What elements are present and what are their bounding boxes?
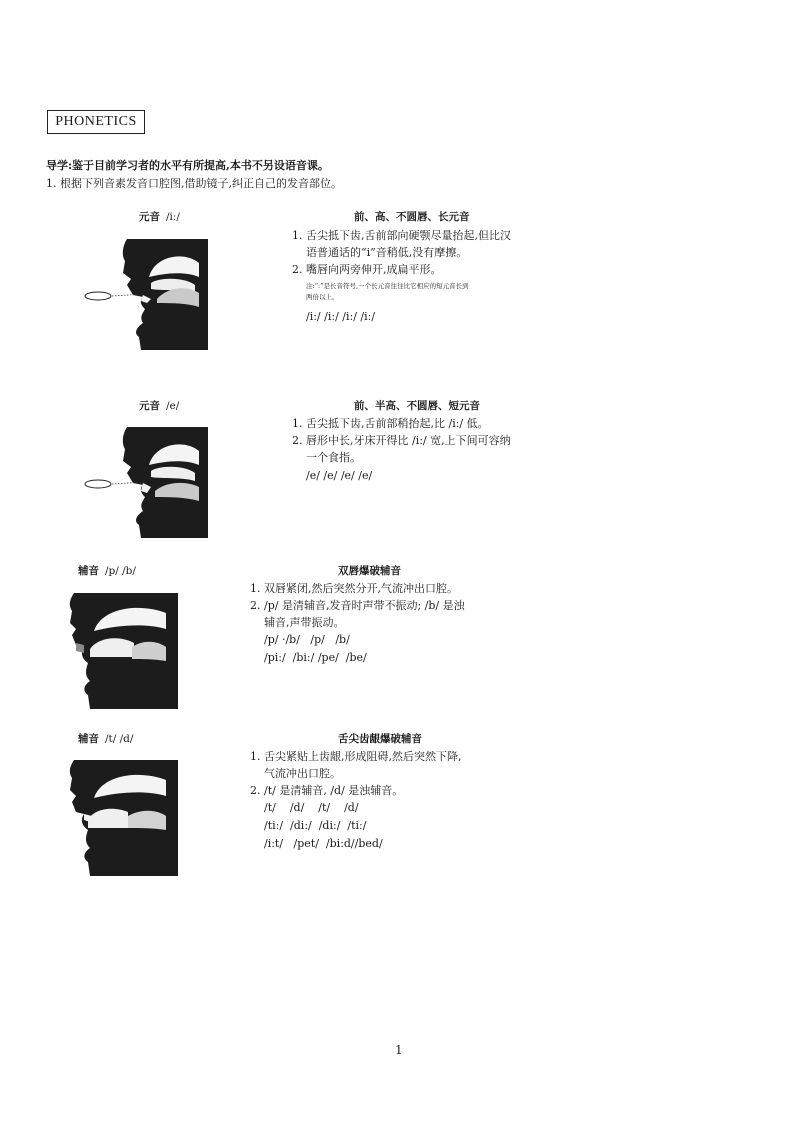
section-2-heading: 前、半高、不圆唇、短元音 [354,400,480,412]
section-1-label [139,209,180,224]
mouth-diagram-p-b [54,591,184,711]
item-text: 舌尖抵下齿,舌前部稍抬起,比 /iː/ 低。 [306,417,489,430]
section-4-symbols: /t/ /d/ [105,733,134,745]
item-text: /p/ 是清辅音,发音时声带不振动; /b/ 是浊 [264,599,465,612]
section-4-heading: 舌尖齿龈爆破辅音 [338,733,422,745]
item-number: 1. [250,582,261,595]
section-1-body [292,227,511,326]
item-number: 1. [250,750,261,763]
section-2-type: 元音 [139,400,160,412]
item-text-continued: 辅音,声带振动。 [264,616,345,629]
mouth-diagram-t-d [54,758,184,878]
item-number: 2. [250,599,261,612]
item-number: 2. [292,434,303,447]
list-item [292,432,511,449]
item-number: 2. [250,784,261,797]
section-3-body [250,580,465,667]
item-text-continued: 一个食指。 [306,451,361,464]
section-1-heading: 前、高、不圆唇、长元音 [354,211,470,223]
item-text: 舌尖紧贴上齿龈,形成阻碍,然后突然下降, [264,750,462,763]
section-3-symbols: /p/ /b/ [105,565,136,577]
list-item [250,580,465,597]
note-text-continued: 两倍以上。 [306,293,339,301]
list-item [250,597,465,614]
page-number: 1 [395,1043,403,1057]
section-4-body [250,748,462,853]
section-1-type: 元音 [139,211,160,223]
example-line: /t/ /d/ /t/ /d/ [264,801,359,814]
section-2-symbols: /e/ [166,400,180,412]
section-3-type: 辅音 [78,565,99,577]
guide-text: 导学:鉴于目前学习者的水平有所提高,本书不另设语音课。 [46,159,329,172]
section-4-type: 辅音 [78,733,99,745]
example-line: /tiː/ /diː/ /diː/ /tiː/ [264,819,367,832]
list-item [250,782,462,799]
section-3-label [78,563,136,578]
list-item [292,261,511,278]
section-2-label [139,398,179,413]
list-item [250,748,462,765]
lip-shape-icon-1 [84,288,164,304]
section-4-label [78,731,133,746]
item-text: 舌尖抵下齿,舌前部向硬颚尽量抬起,但比汉 [306,229,511,242]
section-1-symbols: /iː/ [166,211,180,223]
example-line: /p/ ·/b/ /p/ /b/ [264,633,350,646]
item-number: 2. [292,263,303,276]
example-line: /e/ /e/ /e/ /e/ [306,469,373,482]
item-text: /t/ 是清辅音, /d/ 是浊辅音。 [264,784,404,797]
list-item [292,415,511,432]
item-text-continued: 语普通话的“i”音稍低,没有摩擦。 [306,246,468,259]
section-3-heading: 双唇爆破辅音 [338,565,401,577]
item-number: 1. [292,229,303,242]
lip-shape-icon-2 [84,476,164,492]
example-line: /piː/ /biː/ /pe/ /be/ [264,651,367,664]
instruction-text: 1. 根据下列音素发音口腔图,借助镜子,纠正自己的发音部位。 [46,177,342,190]
item-text-continued: 气流冲出口腔。 [264,767,341,780]
page-title: PHONETICS [55,114,137,129]
item-text: 唇形中长,牙床开得比 /iː/ 宽,上下间可容纳 [306,434,511,447]
list-item [292,227,511,244]
page-title-box [47,110,145,134]
item-text: 双唇紧闭,然后突然分开,气流冲出口腔。 [264,582,458,595]
section-2-body [292,415,511,485]
note-text: 注:“ː”是长音符号,一个长元音往往比它相应的短元音长到 [306,282,469,290]
example-line: /iː/ /iː/ /iː/ /iː/ [306,310,376,323]
item-text: 嘴唇向两旁伸开,成扁平形。 [306,263,442,276]
example-line: /iːt/ /pet/ /biːd//bed/ [264,837,383,850]
item-number: 1. [292,417,303,430]
